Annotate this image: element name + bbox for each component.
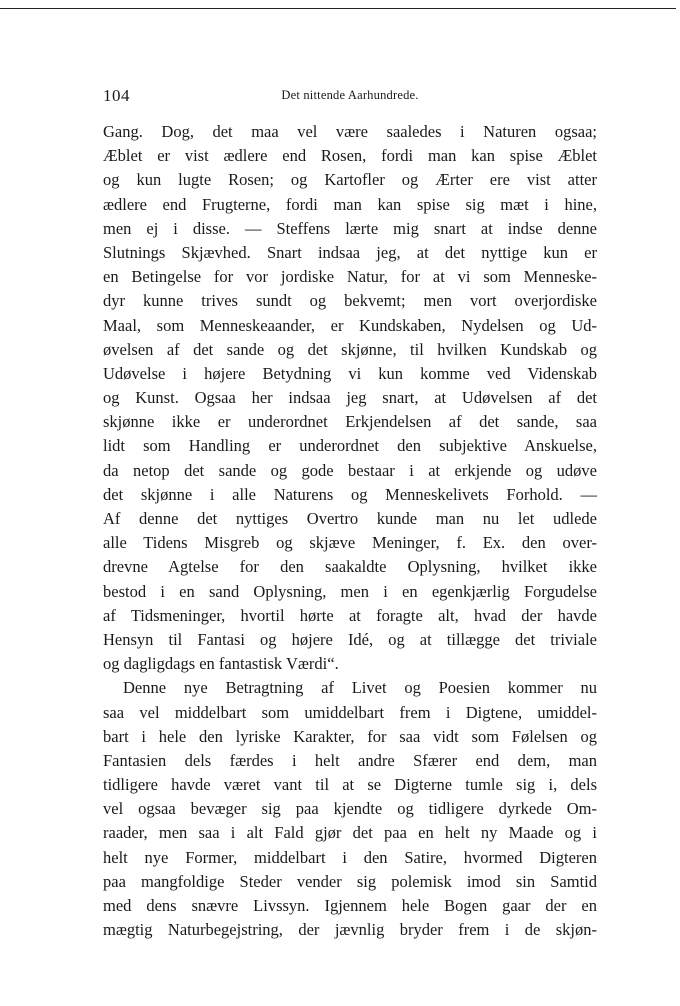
text-line: Slutnings Skjævhed. Snart indsaa jeg, at det nyttige kun er	[103, 242, 597, 262]
text-line: paa mangfoldige Steder vender sig polemisk imod sin Samtid	[103, 871, 597, 891]
text-line: mægtig Naturbegejstring, der jævnlig bryder frem i de skjøn-	[103, 920, 597, 940]
text-line: og kun lugte Rosen; og Kartofler og Ærter ere vist atter	[103, 170, 597, 190]
text-line: Maal, som Menneskeaander, er Kundskaben, Nydelsen og Ud-	[103, 315, 597, 335]
text-line: Æblet er vist ædlere end Rosen, fordi man kan spise Æblet	[103, 146, 597, 166]
text-line: Hensyn til Fantasi og højere Idé, og at tillægge det triviale	[103, 629, 597, 649]
text-line: raader, men saa i alt Fald gjør det paa en helt ny Maade og i	[103, 823, 597, 843]
text-line: vel ogsaa bevæger sig paa kjendte og tidligere dyrkede Om-	[103, 799, 597, 819]
text-line: ædlere end Frugterne, fordi man kan spise sig mæt i hine,	[103, 194, 597, 214]
text-line: helt nye Former, middelbart i den Satire, hvormed Digteren	[103, 847, 597, 867]
text-line: af Tidsmeninger, hvortil hørte at foragte alt, hvad der havde	[103, 605, 597, 625]
body-text	[103, 120, 597, 942]
text-line: og Kunst. Ogsaa her indsaa jeg snart, at Udøvelsen af det	[103, 388, 597, 408]
text-line: skjønne ikke er underordnet Erkjendelsen af det sande, saa	[103, 412, 597, 432]
text-line: en Betingelse for vor jordiske Natur, for at vi som Menneske-	[103, 267, 597, 287]
text-line: bart i hele den lyriske Karakter, for saa vidt som Følelsen og	[103, 726, 597, 746]
text-line: det skjønne i alle Naturens og Menneskelivets Forhold. —	[103, 484, 597, 504]
text-line: Fantasien dels færdes i helt andre Sfærer end dem, man	[103, 750, 597, 770]
text-line: Udøvelse i højere Betydning vi kun komme ved Videnskab	[103, 363, 597, 383]
text-line: Gang. Dog, det maa vel være saaledes i Naturen ogsaa;	[103, 122, 597, 141]
text-line: men ej i disse. — Steffens lærte mig snart at indse denne	[103, 218, 597, 238]
text-line: saa vel middelbart som umiddelbart frem i Digtene, umiddel-	[103, 702, 597, 722]
paragraph-first-line: Denne nye Betragtning af Livet og Poesien kommer nu	[123, 678, 597, 698]
page-number: 104	[103, 86, 130, 105]
text-line: bestod i en sand Oplysning, men i en egenkjærlig Forgudelse	[103, 581, 597, 601]
text-line: med dens snævre Livssyn. Igjennem hele Bogen gaar der en	[103, 896, 597, 915]
text-line: lidt som Handling er underordnet den subjektive Anskuelse,	[103, 436, 597, 456]
paragraph-end-line: og dagligdags en fantastisk Værdi“.	[103, 654, 339, 674]
top-edge-rule	[0, 8, 676, 9]
text-line: alle Tidens Misgreb og skjæve Meninger, f. Ex. den over-	[103, 533, 597, 553]
page-header	[103, 86, 597, 106]
text-line: dyr kunne trives sundt og bekvemt; men vort overjordiske	[103, 291, 597, 311]
text-line: Af denne det nyttiges Overtro kunde man nu let udlede	[103, 509, 597, 528]
text-line: tidligere havde været vant til at se Digterne tumle sig i, dels	[103, 775, 597, 795]
text-line: da netop det sande og gode bestaar i at erkjende og udøve	[103, 460, 597, 480]
text-line: øvelsen af det sande og det skjønne, til hvilken Kundskab og	[103, 339, 597, 359]
text-line: drevne Agtelse for den saakaldte Oplysning, hvilket ikke	[103, 557, 597, 577]
running-title: Det nittende Aarhundrede.	[281, 88, 419, 102]
